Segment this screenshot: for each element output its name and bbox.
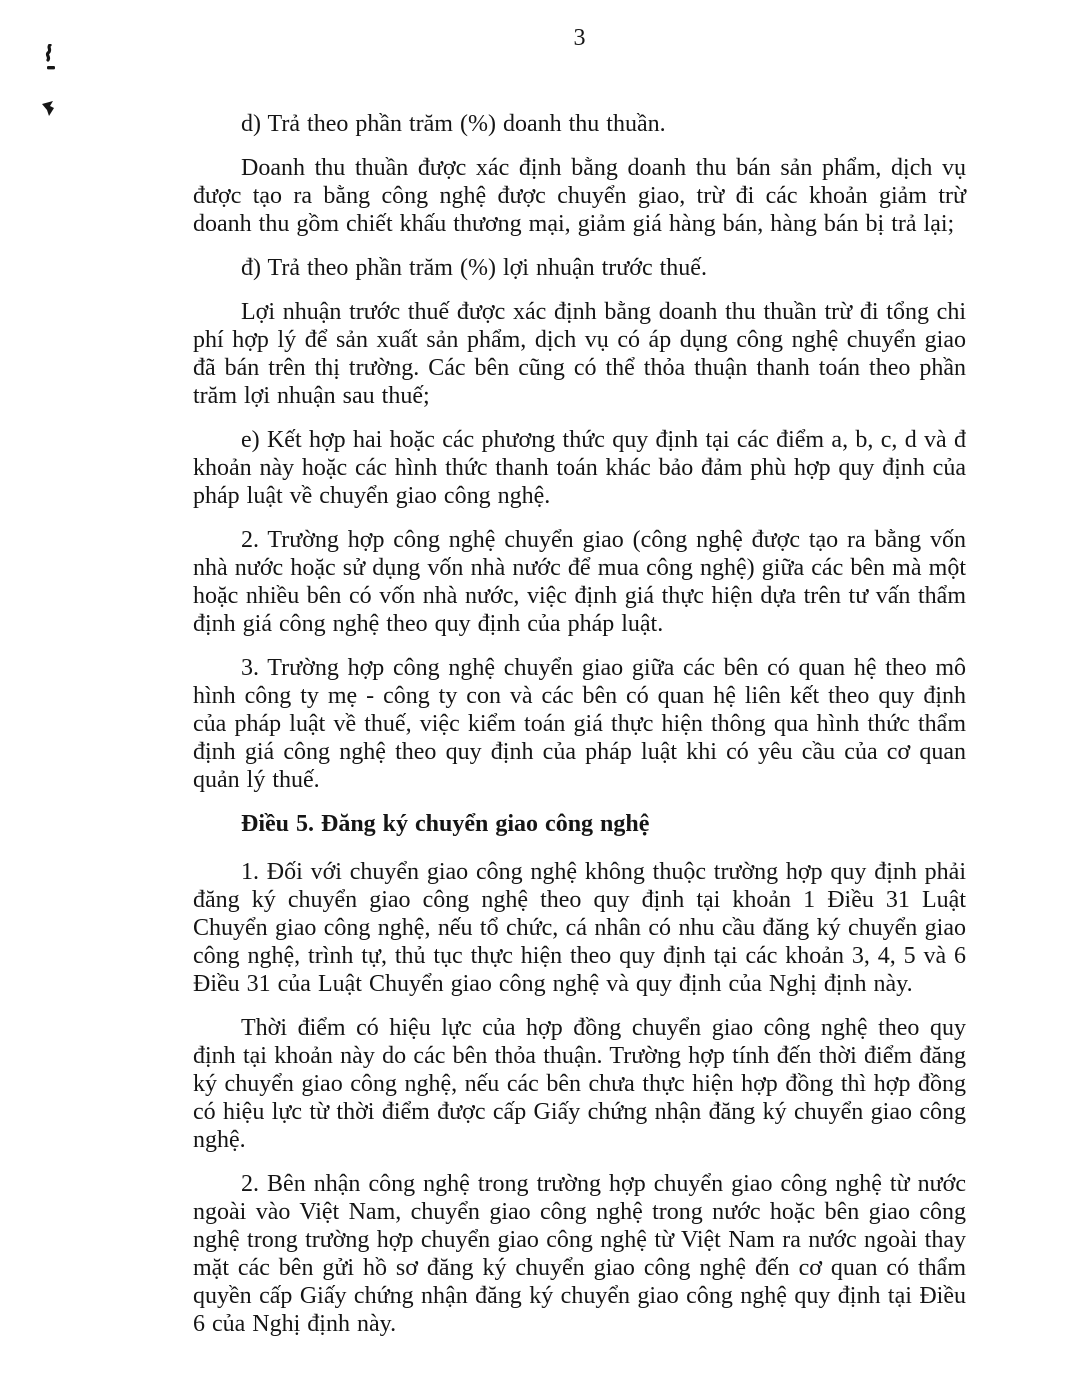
ink-mark-icon — [43, 44, 56, 77]
para-article5-clause-2: 2. Bên nhận công nghệ trong trường hợp chuyển giao công nghệ từ nước ngoài vào Việt Nam, chuyển giao công nghệ trong nước hoặc bên giao công nghệ trong trường hợp chuyển giao công nghệ từ Việt Nam ra nước ngoài thay mặt các bên gửi hồ sơ đăng ký chuyển giao công nghệ đến cơ quan có thẩm quyền cấp Giấy chứng nhận đăng ký chuyển giao công nghệ quy định tại Điều 6 của Nghị định này. — [193, 1171, 966, 1337]
para-clause-3-audit: 3. Trường hợp công nghệ chuyển giao giữa các bên có quan hệ theo mô hình công ty mẹ - công ty con và các bên có quan hệ liên kết theo quy định của pháp luật về thuế, việc kiểm toán giá thực hiện thông qua hình thức thẩm định giá công nghệ theo quy định của pháp luật khi có yêu cầu của cơ quan quản lý thuế. — [193, 655, 966, 793]
ink-mark-icon — [41, 100, 57, 123]
para-article5-effective-time: Thời điểm có hiệu lực của hợp đồng chuyển giao công nghệ theo quy định tại khoản này do các bên thỏa thuận. Trường hợp tính đến thời điểm đăng ký chuyển giao công nghệ, nếu các bên chưa thực hiện hợp đồng thì hợp đồng có hiệu lực từ thời điểm được cấp Giấy chứng nhận đăng ký chuyển giao công nghệ. — [193, 1015, 966, 1153]
point-dd: đ) Trả theo phần trăm (%) lợi nhuận trước thuế. — [241, 255, 707, 281]
para-net-revenue-definition: Doanh thu thuần được xác định bằng doanh thu bán sản phẩm, dịch vụ được tạo ra bằng công nghệ được chuyển giao, trừ đi các khoản giảm trừ doanh thu gồm chiết khấu thương mại, giảm giá hàng bán, hàng bán bị trả lại; — [193, 155, 966, 237]
point-d: d) Trả theo phần trăm (%) doanh thu thuần. — [241, 111, 666, 137]
para-article5-clause-1: 1. Đối với chuyển giao công nghệ không thuộc trường hợp quy định phải đăng ký chuyển giao công nghệ theo quy định tại khoản 1 Điều 31 Luật Chuyển giao công nghệ, nếu tổ chức, cá nhân có nhu cầu đăng ký chuyển giao công nghệ, trình tự, thủ tục thực hiện theo quy định tại các khoản 3, 4, 5 và 6 Điều 31 của Luật Chuyển giao công nghệ và quy định của Nghị định này. — [193, 859, 966, 997]
document-body — [193, 110, 966, 1354]
para-pretax-profit-definition: Lợi nhuận trước thuế được xác định bằng doanh thu thuần trừ đi tổng chi phí hợp lý để sản xuất sản phẩm, dịch vụ có áp dụng công nghệ chuyển giao đã bán trên thị trường. Các bên cũng có thể thỏa thuận thanh toán theo phần trăm lợi nhuận sau thuế; — [193, 299, 966, 409]
article-5-heading: Điều 5. Đăng ký chuyển giao công nghệ — [241, 811, 650, 837]
para-clause-2-valuation: 2. Trường hợp công nghệ chuyển giao (công nghệ được tạo ra bằng vốn nhà nước hoặc sử dụng vốn nhà nước để mua công nghệ) giữa các bên mà một hoặc nhiều bên có vốn nhà nước, việc định giá thực hiện dựa trên tư vấn thẩm định giá công nghệ theo quy định của pháp luật. — [193, 527, 966, 637]
point-e: e) Kết hợp hai hoặc các phương thức quy định tại các điểm a, b, c, d và đ khoản này hoặc các hình thức thanh toán khác bảo đảm phù hợp quy định của pháp luật về chuyển giao công nghệ. — [193, 427, 966, 509]
page-number: 3 — [573, 25, 586, 51]
